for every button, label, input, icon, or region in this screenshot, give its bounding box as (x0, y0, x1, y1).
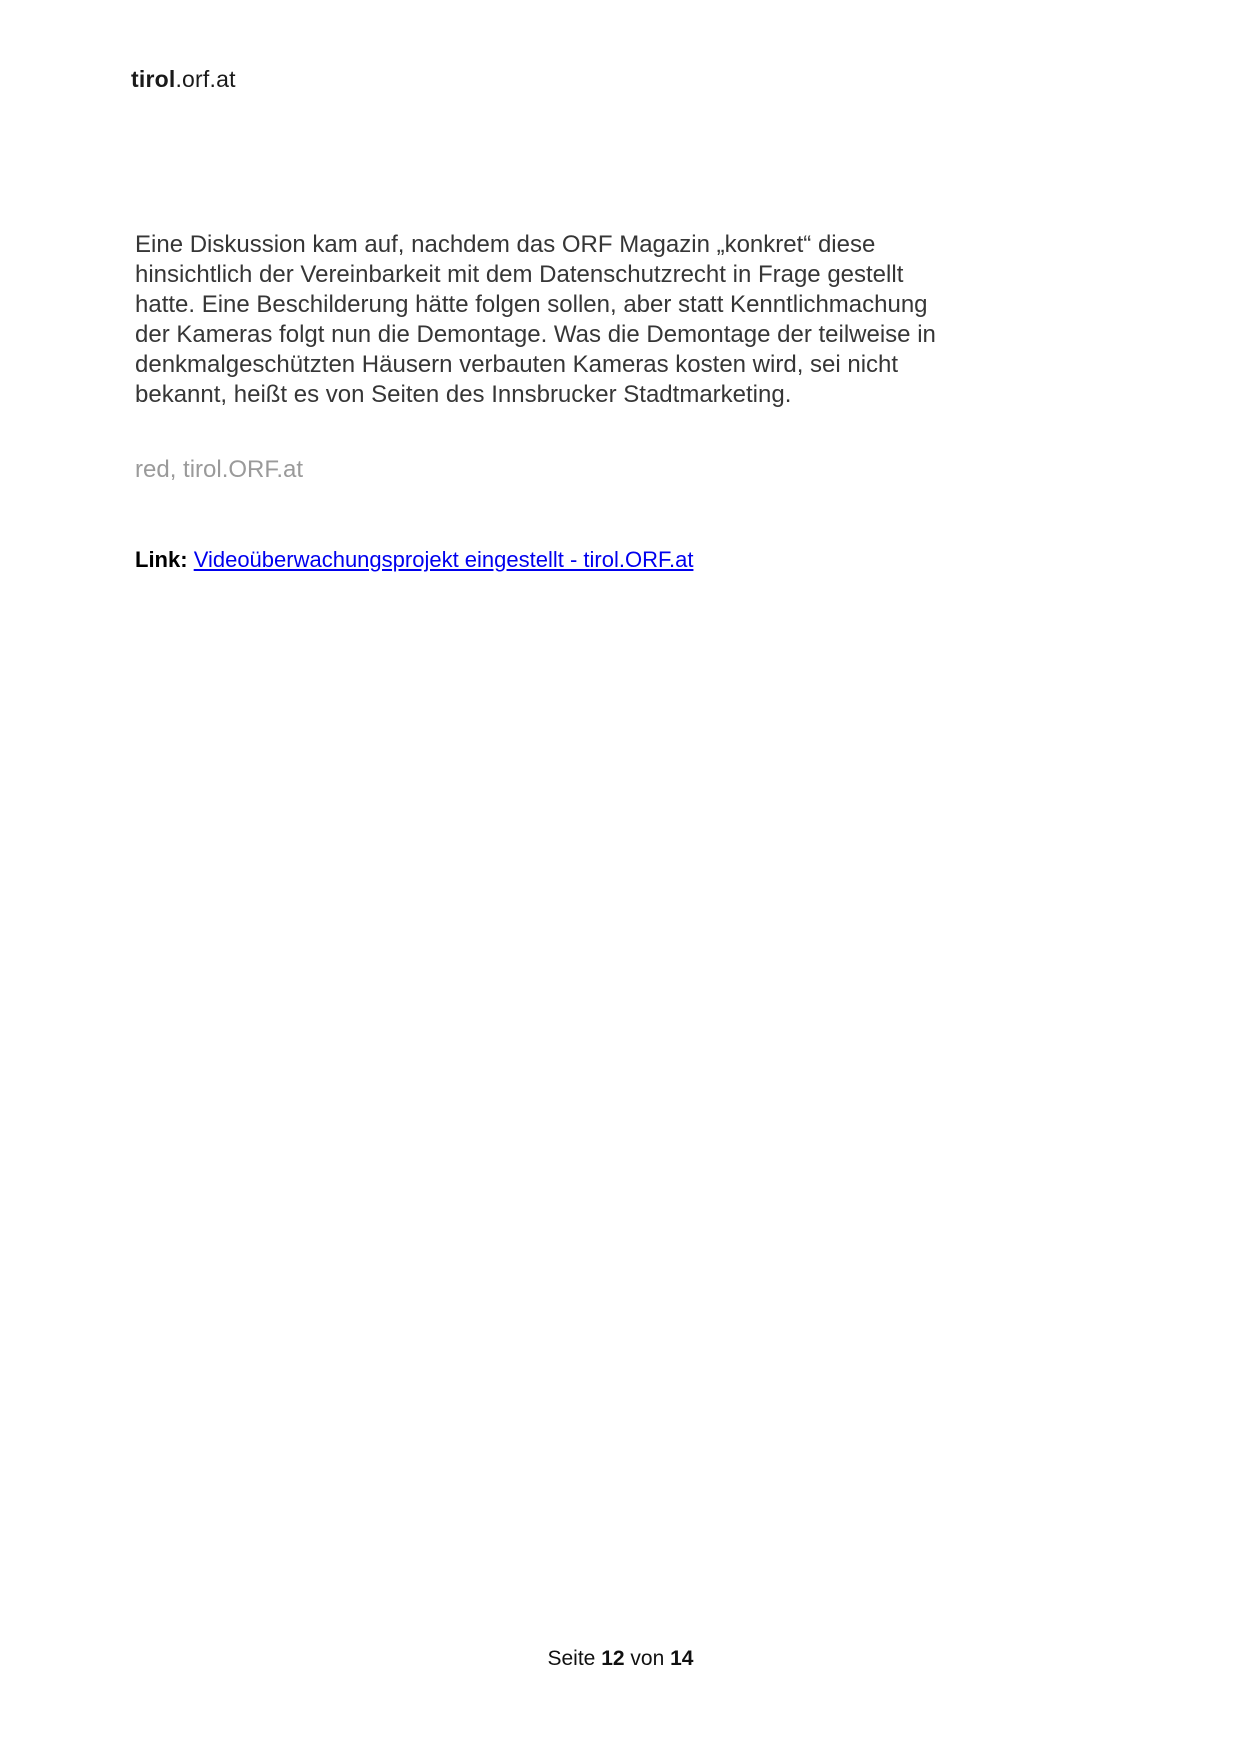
paragraph-line: hinsichtlich der Vereinbarkeit mit dem Datenschutzrecht in Frage gestellt (135, 261, 904, 288)
footer-page-number: 12 (601, 1647, 625, 1670)
paragraph-line: der Kameras folgt nun die Demontage. Was die Demontage der teilweise in (135, 321, 936, 348)
site-name-bold: tirol (131, 66, 176, 92)
footer-seite-label: Seite (547, 1647, 596, 1670)
site-name-rest: .orf.at (175, 66, 236, 92)
link-label: Link: (135, 547, 188, 572)
site-header (131, 66, 236, 93)
article-link[interactable]: Videoüberwachungsprojekt eingestellt - tirol.ORF.at (193, 547, 694, 572)
link-row (135, 547, 693, 573)
article-paragraph (135, 230, 1005, 410)
footer-total-pages: 14 (670, 1647, 694, 1670)
footer-von-label: von (630, 1647, 665, 1670)
paragraph-line: hatte. Eine Beschilderung hätte folgen sollen, aber statt Kenntlichmachung (135, 291, 928, 318)
paragraph-line: Eine Diskussion kam auf, nachdem das ORF Magazin „konkret“ diese (135, 231, 876, 258)
byline: red, tirol.ORF.at (135, 456, 304, 483)
paragraph-line: bekannt, heißt es von Seiten des Innsbrucker Stadtmarketing. (135, 381, 792, 408)
paragraph-line: denkmalgeschützten Häusern verbauten Kameras kosten wird, sei nicht (135, 351, 899, 378)
page-footer (0, 1647, 1241, 1671)
